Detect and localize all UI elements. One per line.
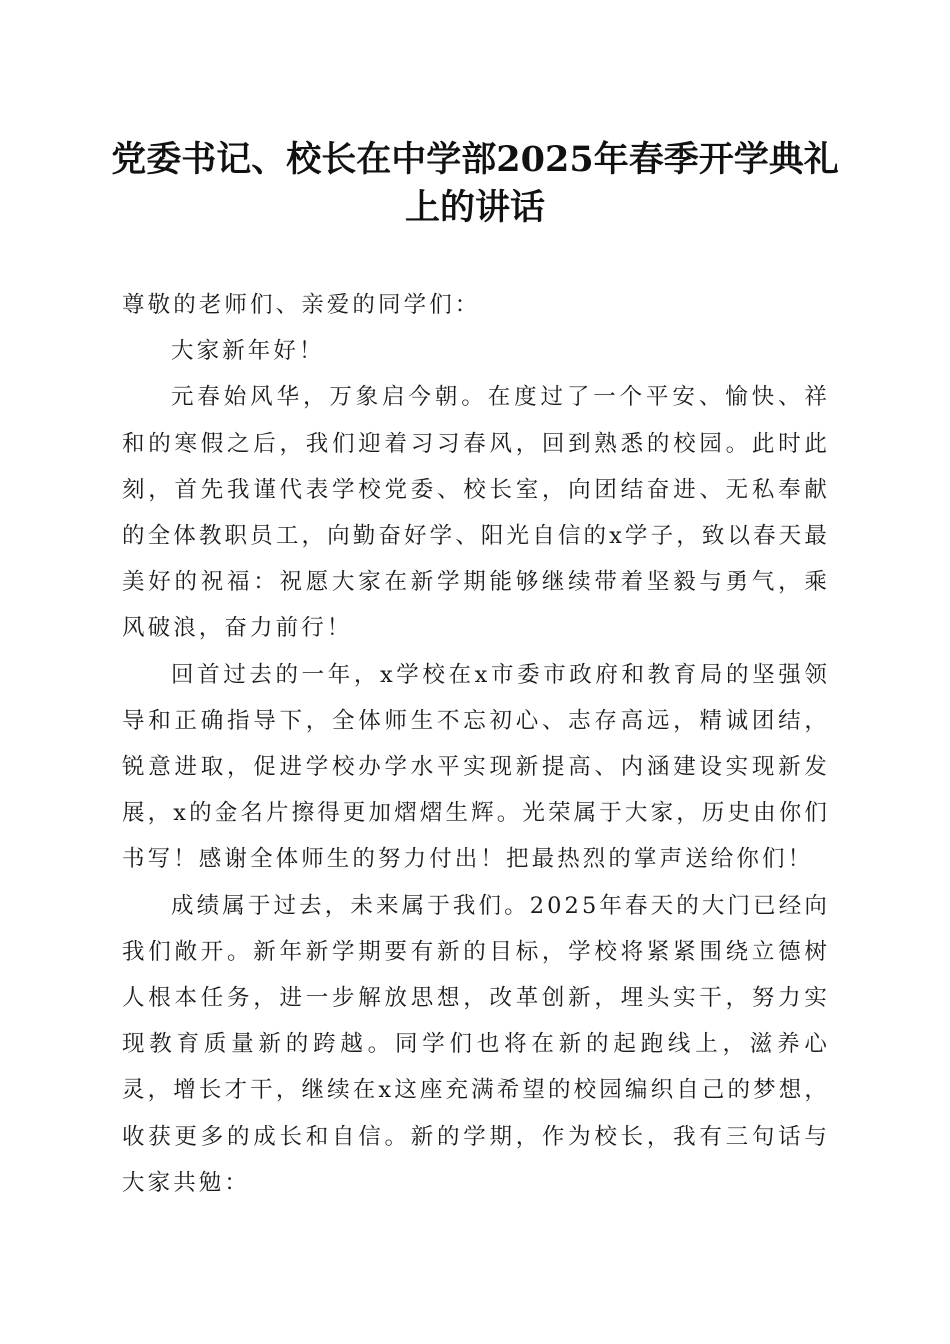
document-body bbox=[122, 282, 830, 1206]
paragraph-review: 回首过去的一年，x学校在x市委市政府和教育局的坚强领导和正确指导下，全体师生不忘初心、志存高远，精诚团结，锐意进取，促进学校办学水平实现新提高、内涵建设实现新发展，x的金名片擦得更加熠熠生辉。光荣属于大家，历史由你们书写！感谢全体师生的努力付出！把最热烈的掌声送给你们！ bbox=[122, 661, 830, 873]
paragraph-outlook: 成绩属于过去，未来属于我们。2025年春天的大门已经向我们敞开。新年新学期要有新的目标，学校将紧紧围绕立德树人根本任务，进一步解放思想，改革创新，埋头实干，努力实现教育质量新的跨越。同学们也将在新的起跑线上，滋养心灵，增长才干，继续在x这座充满希望的校园编织自己的梦想，收获更多的成长和自信。新的学期，作为校长，我有三句话与大家共勉： bbox=[122, 892, 830, 1196]
paragraph-greeting: 大家新年好！ bbox=[171, 338, 325, 365]
paragraph-opening: 元春始风华，万象启今朝。在度过了一个平安、愉快、祥和的寒假之后，我们迎着习习春风，回到熟悉的校园。此时此刻，首先我谨代表学校党委、校长室，向团结奋进、无私奉献的全体教职员工，向勤奋好学、阳光自信的x学子，致以春天最美好的祝福：祝愿大家在新学期能够继续带着坚毅与勇气，乘风破浪，奋力前行！ bbox=[122, 384, 830, 642]
salutation: 尊敬的老师们、亲爱的同学们： bbox=[122, 292, 481, 318]
document-title: 党委书记、校长在中学部2025年春季开学典礼上的讲话 bbox=[111, 139, 839, 228]
